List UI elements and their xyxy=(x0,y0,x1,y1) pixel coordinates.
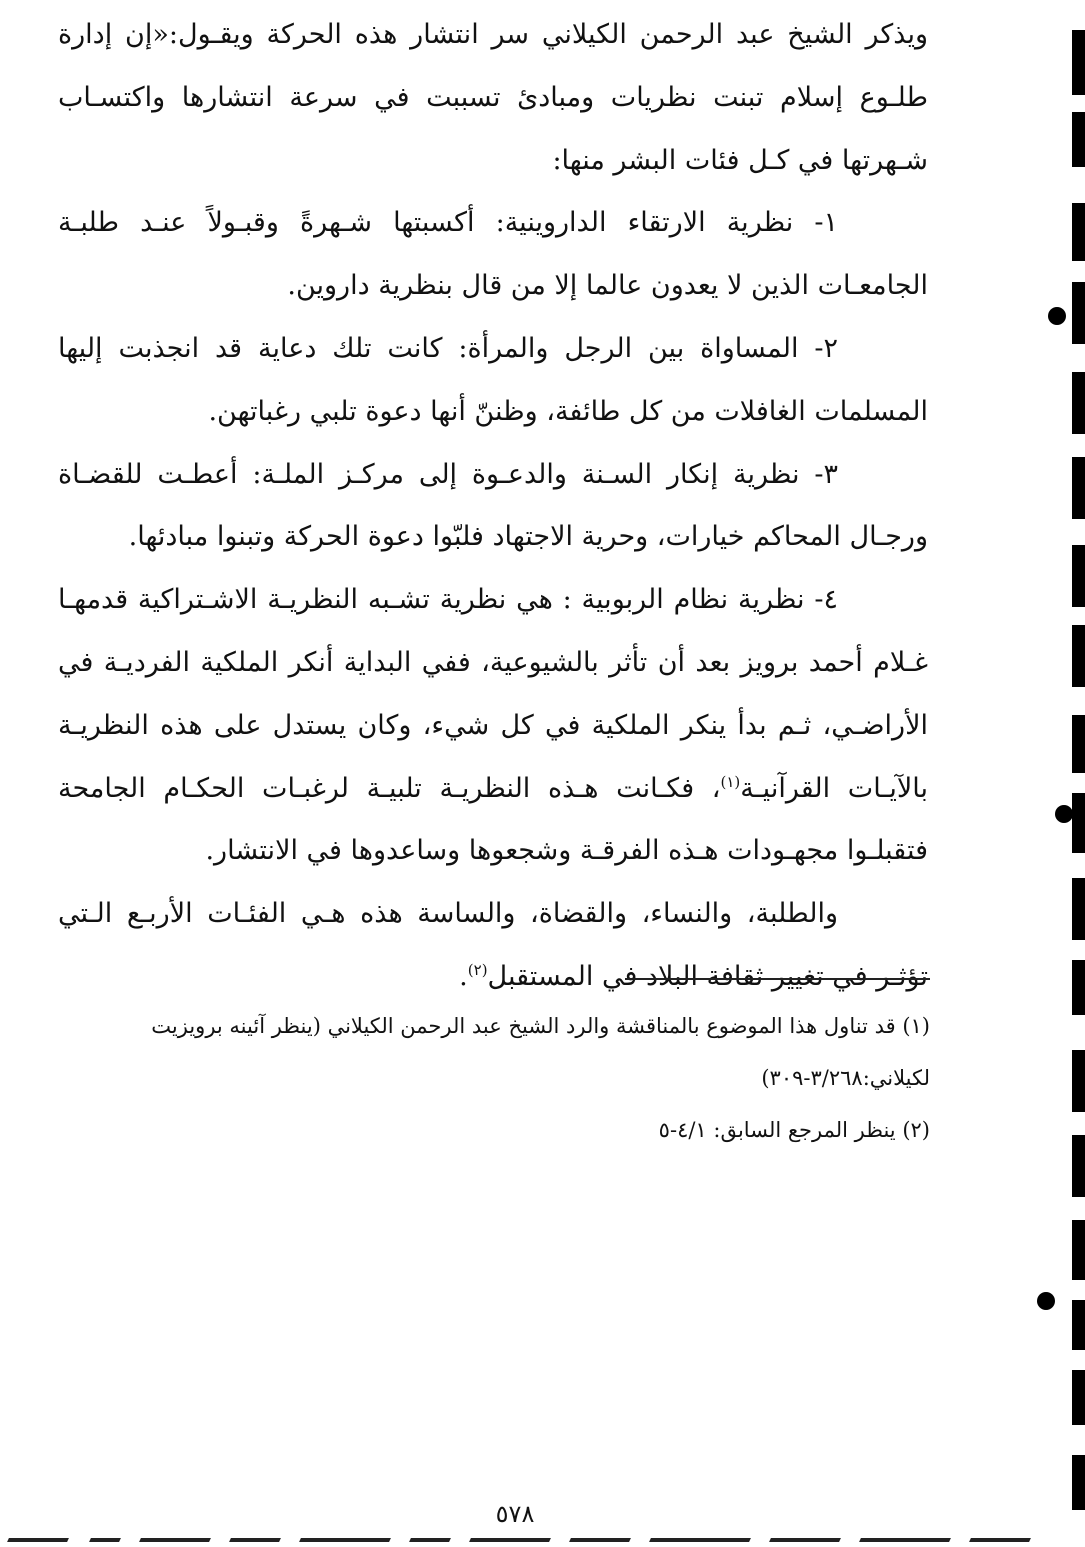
binding-mark xyxy=(1072,1370,1085,1425)
paragraph-point-4 xyxy=(58,569,928,883)
binding-mark xyxy=(1072,793,1085,853)
binding-mark xyxy=(1072,1220,1085,1280)
binding-mark xyxy=(1072,1050,1085,1112)
binding-mark xyxy=(1072,457,1085,519)
paragraph-conclusion xyxy=(58,883,928,1009)
binding-mark xyxy=(1072,372,1085,434)
bleed-through-text xyxy=(0,1536,1085,1547)
footnotes xyxy=(130,1000,930,1156)
footnote-ref-1: (١) xyxy=(720,772,741,791)
paragraph-point-2 xyxy=(58,318,928,444)
paragraph-text: ١- نظرية الارتقاء الداروينية: أكسبتها شـهرةً وقبـولاً عنـد طلبـة الجامعـات الذين لا يعدون عالما إلا من قال بنظرية داروين. xyxy=(58,207,928,302)
binding-mark xyxy=(1072,625,1085,687)
footnote-2: (٢) ينظر المرجع السابق: ٤/١-٥ xyxy=(658,1118,930,1142)
binding-mark xyxy=(1072,203,1085,261)
binding-mark xyxy=(1072,1135,1085,1197)
binding-mark xyxy=(1072,960,1085,1015)
punch-hole-mark xyxy=(1055,805,1073,823)
binding-mark xyxy=(1072,1455,1085,1510)
binding-mark xyxy=(1072,30,1085,95)
punch-hole-mark xyxy=(1048,307,1066,325)
paragraph-point-1 xyxy=(58,192,928,318)
page-number: ٥٧٨ xyxy=(495,1500,535,1528)
paragraph-text: ٣- نظرية إنكار السـنة والدعـوة إلى مركـز الملـة: أعطـت للقضـاة ورجـال المحاكم خيارات، وحرية الاجتهاد فلبّوا دعوة الحركة وتبنوا مبادئها. xyxy=(58,458,928,553)
footnote-1: (١) قد تناول هذا الموضوع بالمناقشة والرد الشيخ عبد الرحمن الكيلاني (ينظر آئينه برويزيت لكيلاني:٣/٢٦٨-٣٠٩) xyxy=(151,1014,930,1090)
paragraph-text: والطلبة، والنساء، والقضاة، والساسة هذه هـي الفئـات الأربـع الـتي تؤثـر في تغيير ثقافة البلاد في المستقبل xyxy=(58,898,928,992)
binding-mark xyxy=(1072,1300,1085,1350)
binding-mark xyxy=(1072,545,1085,607)
binding-mark xyxy=(1072,282,1085,344)
binding-mark xyxy=(1072,112,1085,167)
paragraph-text: ويذكر الشيخ عبد الرحمن الكيلاني سر انتشار هذه الحركة ويقـول:«إن إدارة طلـوع إسلام تبنت نظريات ومبادئ تسببت في سرعة انتشارها واكتسـاب شـهرتها في كـل فئات البشر منها: xyxy=(58,19,928,176)
binding-mark xyxy=(1072,878,1085,940)
paragraph-point-3 xyxy=(58,444,928,570)
footnote-ref-2: (٢) xyxy=(467,960,488,979)
paragraph-intro xyxy=(58,4,928,192)
paragraph-tail: . xyxy=(459,960,468,992)
paragraph-text: ٤- نظرية نظام الربوبية : هي نظرية تشـبه النظريـة الاشـتراكية قدمهـا غـلام أحمد برويز بعد أن تأثر بالشيوعية، ففي البداية أنكر الملكية الفرديـة في الأراضـي، ثـم بدأ ينكر الملكية في كل شيء، وكان يستدل على هذه النظريـة بالآيـات القرآنيـة xyxy=(58,584,929,804)
main-text xyxy=(58,4,928,1009)
punch-hole-mark xyxy=(1037,1292,1055,1310)
paragraph-tail: ، فكـانت هـذه النظريـة تلبيـة لرغبـات الحكـام الجامحة فتقبلـوا مجهـودات هـذه الفرقـة وشجعوها وساعدوها في الانتشار. xyxy=(58,772,928,867)
binding-mark xyxy=(1072,715,1085,773)
paragraph-text: ٢- المساواة بين الرجل والمرأة: كانت تلك دعاية قد انجذبت إليها المسلمات الغافلات من كل طائفة، وظننّ أنها دعوة تلبي رغباتهن. xyxy=(58,332,928,427)
footnote-separator xyxy=(625,978,930,980)
